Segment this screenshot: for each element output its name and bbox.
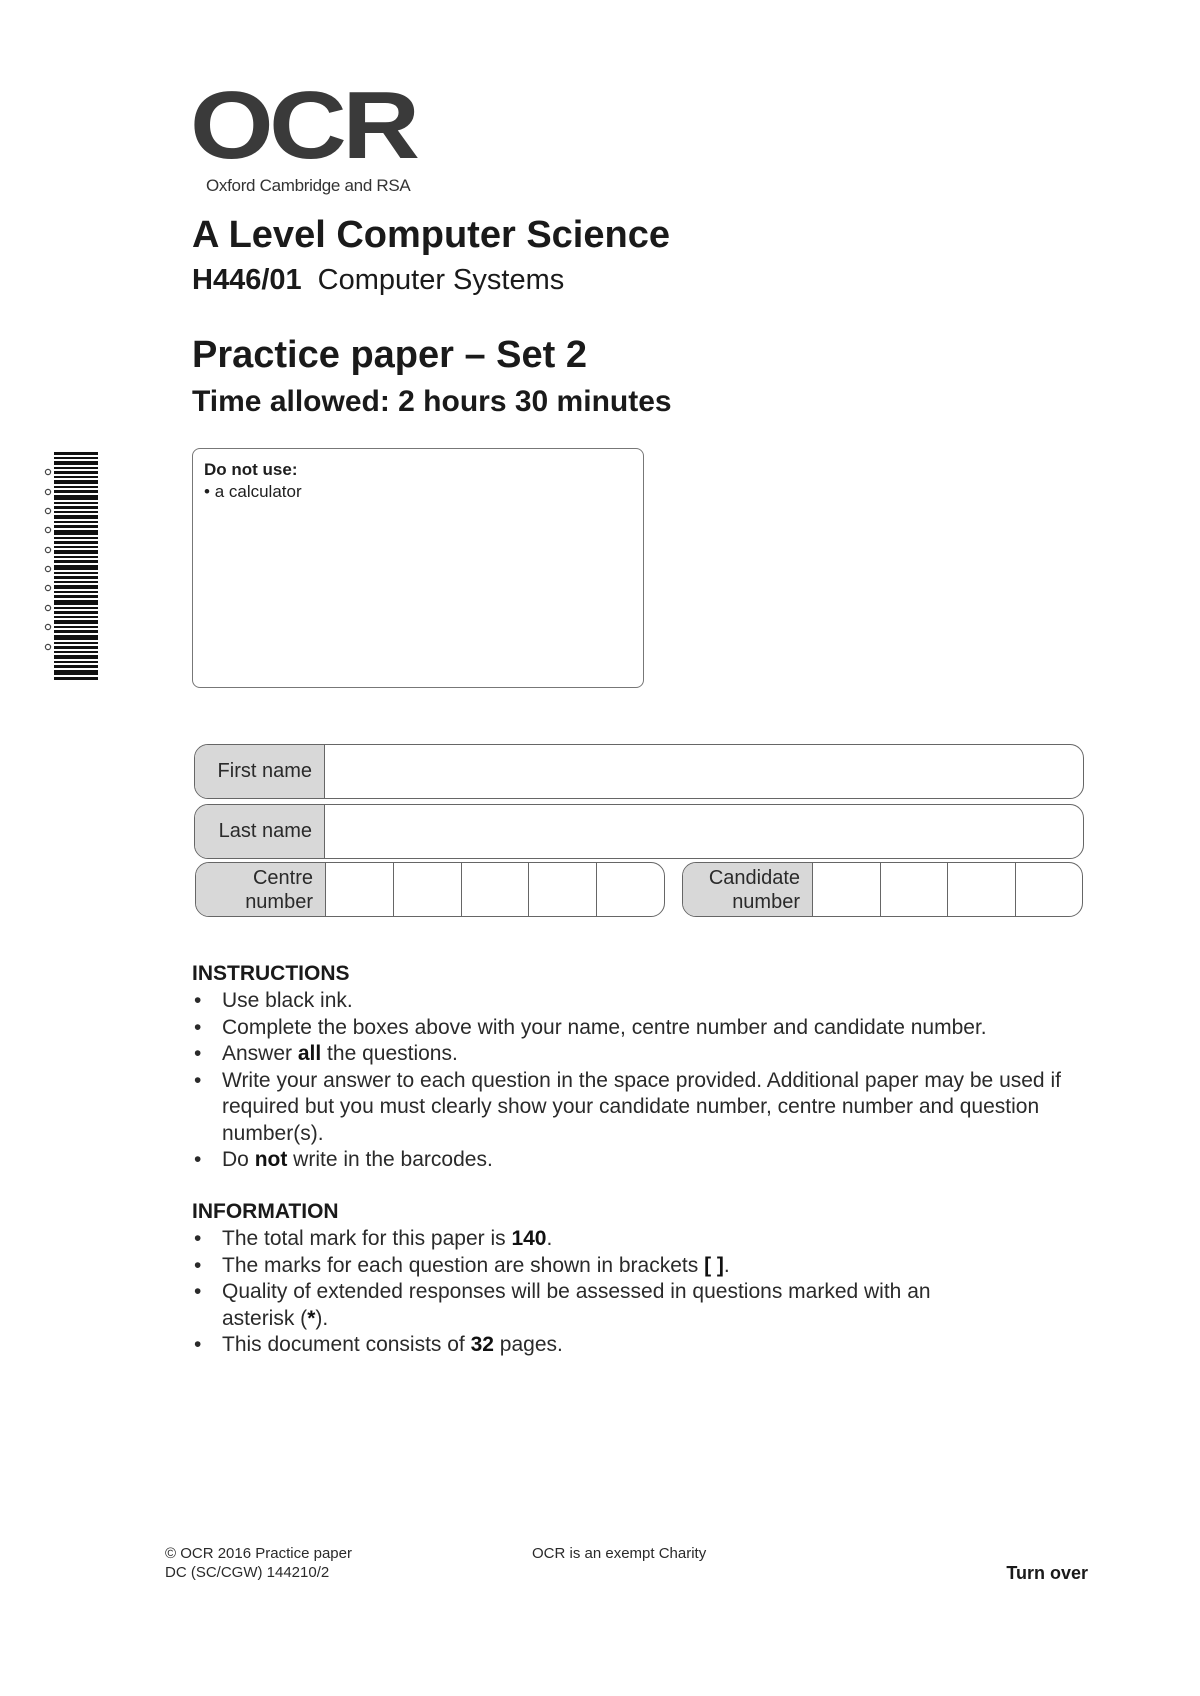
ocr-logo: OCR (190, 72, 416, 179)
instruction-item: • Write your answer to each question in the space provided. Additional paper may be used if required but you must clearly show your candidate number, centre number and question number(s). (192, 1068, 1092, 1148)
copyright: © OCR 2016 Practice paper (165, 1545, 352, 1562)
instruction-item: • Use black ink. (192, 988, 1092, 1015)
centre-number-cell[interactable] (597, 863, 664, 916)
candidate-number-cell[interactable] (948, 863, 1016, 916)
instructions-heading: INSTRUCTIONS (192, 962, 350, 985)
information-item: • The marks for each question are shown in brackets [ ]. (192, 1253, 992, 1280)
information-heading: INFORMATION (192, 1200, 339, 1223)
instruction-item: • Do not write in the barcodes. (192, 1147, 1092, 1174)
qualification-title: A Level Computer Science (192, 214, 670, 256)
last-name-label: Last name (195, 805, 325, 858)
do-not-use-heading: Do not use: (204, 460, 298, 479)
time-allowed: Time allowed: 2 hours 30 minutes (192, 385, 672, 418)
first-name-field[interactable] (325, 745, 1083, 798)
candidate-number-label: Candidate number (683, 863, 813, 916)
instruction-item: • Answer all the questions. (192, 1041, 1092, 1068)
instruction-item: • Complete the boxes above with your name, centre number and candidate number. (192, 1015, 1092, 1042)
information-list (192, 1226, 992, 1359)
paper-title: Practice paper – Set 2 (192, 334, 587, 376)
component-line (192, 264, 564, 297)
instructions-list (192, 988, 1092, 1174)
charity-note: OCR is an exempt Charity (532, 1545, 707, 1562)
information-item: • Quality of extended responses will be assessed in questions marked with an asterisk (*). (192, 1279, 992, 1332)
centre-number-label: Centre number (196, 863, 326, 916)
last-name-row (194, 804, 1084, 859)
component-name: Computer Systems (317, 264, 565, 296)
document-ref: DC (SC/CGW) 144210/2 (165, 1564, 330, 1581)
candidate-number-cell[interactable] (881, 863, 949, 916)
information-item: • This document consists of 32 pages. (192, 1332, 992, 1359)
centre-number-cell[interactable] (326, 863, 394, 916)
information-item: • The total mark for this paper is 140. (192, 1226, 992, 1253)
barcode (44, 452, 100, 682)
turn-over: Turn over (1006, 1563, 1088, 1583)
footer-left (165, 1544, 352, 1582)
candidate-number-row (682, 862, 1083, 917)
do-not-use-item: • a calculator (204, 482, 302, 501)
component-code: H446/01 (192, 264, 302, 296)
centre-number-row (195, 862, 665, 917)
candidate-number-cell[interactable] (813, 863, 881, 916)
last-name-field[interactable] (325, 805, 1083, 858)
first-name-label: First name (195, 745, 325, 798)
centre-number-cell[interactable] (529, 863, 597, 916)
first-name-row (194, 744, 1084, 799)
candidate-number-cell[interactable] (1016, 863, 1083, 916)
ocr-logo-subtitle: Oxford Cambridge and RSA (206, 176, 411, 195)
centre-number-cell[interactable] (462, 863, 530, 916)
centre-number-cell[interactable] (394, 863, 462, 916)
